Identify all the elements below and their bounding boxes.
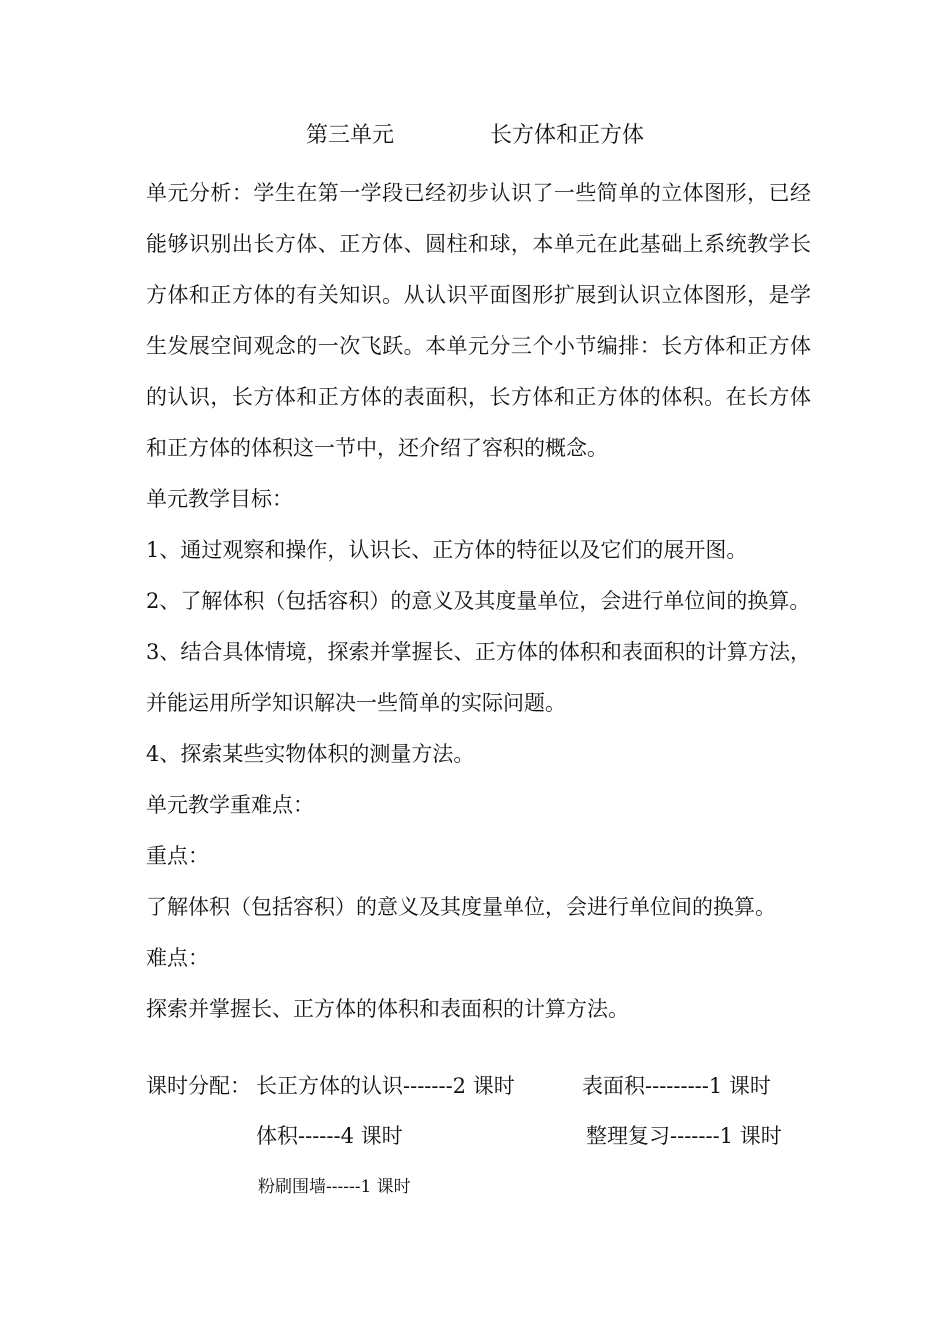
unit-name: 长方体和正方体	[490, 123, 645, 148]
difficulty-text: 探索并掌握长、正方体的体积和表面积的计算方法。	[146, 997, 629, 1021]
schedule-item: 体积------4 课时	[256, 1124, 403, 1148]
goal-4: 4、探索某些实物体积的测量方法。	[146, 742, 475, 766]
schedule-label: 课时分配：	[146, 1074, 251, 1098]
goals-heading: 单元教学目标：	[146, 487, 293, 511]
difficulty-label: 难点：	[146, 946, 209, 970]
key-point-text: 了解体积（包括容积）的意义及其度量单位，会进行单位间的换算。	[146, 895, 776, 919]
document-body	[146, 168, 811, 1035]
schedule-item: 整理复习-------1 课时	[586, 1124, 782, 1148]
schedule-item: 表面积---------1 课时	[582, 1074, 771, 1098]
schedule-item: 粉刷围墙------1 课时	[258, 1177, 411, 1197]
lesson-schedule	[146, 1062, 806, 1202]
key-point-label: 重点：	[146, 844, 209, 868]
unit-number: 第三单元	[305, 123, 394, 148]
schedule-item: 长正方体的认识-------2 课时	[256, 1074, 515, 1098]
key-points-heading: 单元教学重难点：	[146, 793, 314, 817]
goal-1: 1、通过观察和操作，认识长、正方体的特征以及它们的展开图。	[146, 538, 748, 562]
unit-analysis: 单元分析：学生在第一学段已经初步认识了一些简单的立体图形，已经能够识别出长方体、正方体、圆柱和球，本单元在此基础上系统教学长方体和正方体的有关知识。从认识平面图形扩展到认识立体图形，是学生发展空间观念的一次飞跃。本单元分三个小节编排：长方体和正方体的认识，长方体和正方体的表面积，长方体和正方体的体积。在长方体和正方体的体积这一节中，还介绍了容积的概念。	[146, 181, 811, 460]
goal-3: 3、结合具体情境，探索并掌握长、正方体的体积和表面积的计算方法，并能运用所学知识解决一些简单的实际问题。	[146, 640, 811, 715]
goal-2: 2、了解体积（包括容积）的意义及其度量单位，会进行单位间的换算。	[146, 589, 811, 613]
page-title	[0, 118, 950, 149]
